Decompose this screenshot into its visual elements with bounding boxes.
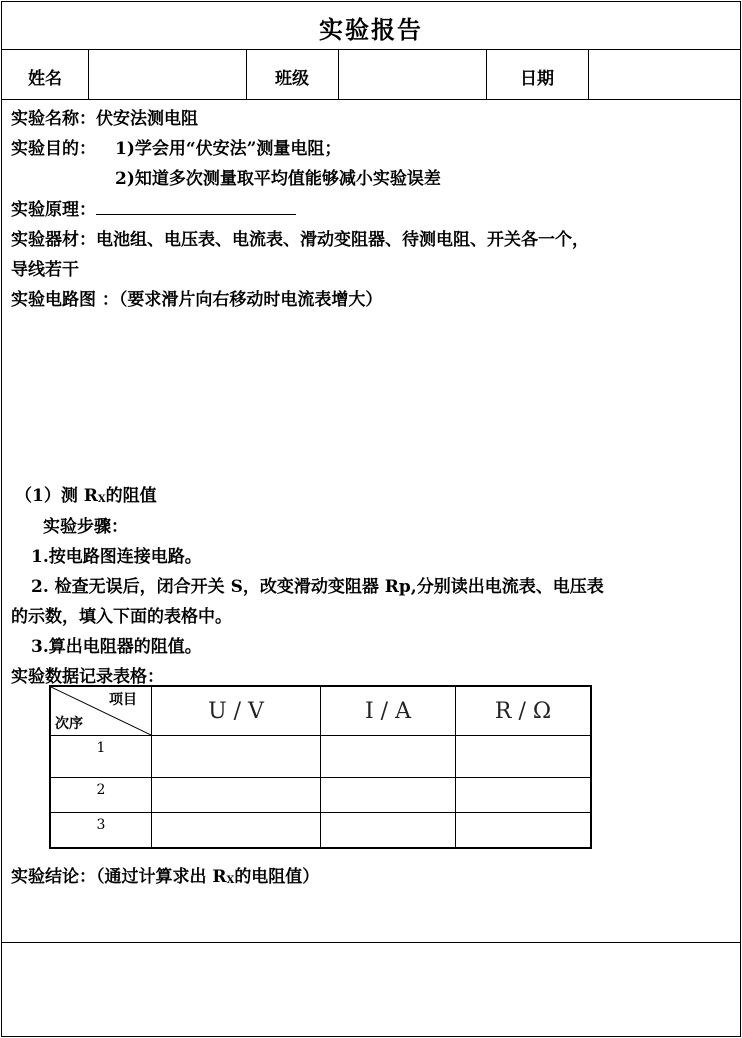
part1-heading-suffix: 的阻值 (105, 486, 157, 506)
table-row (50, 736, 591, 778)
cell-voltage[interactable] (152, 736, 321, 778)
principle-label: 实验原理： (11, 200, 96, 220)
name-field[interactable] (89, 50, 246, 98)
table-row (50, 778, 591, 813)
column-header-voltage: U / V (152, 686, 321, 736)
principle-blank[interactable] (96, 200, 296, 215)
step-2-line-1: 2. 检查无误后，闭合开关 S，改变滑动变阻器 Rp,分别读出电流表、电压表 (31, 577, 604, 597)
principle-row (11, 195, 296, 220)
step-3: 3.算出电阻器的阻值。 (31, 637, 202, 657)
part1-subscript: X (97, 494, 106, 505)
cell-voltage[interactable] (152, 778, 321, 813)
report-frame (1, 1, 741, 1037)
steps-label: 实验步骤： (43, 517, 128, 537)
table-label: 实验数据记录表格： (11, 667, 164, 687)
column-header-current: I / A (321, 686, 456, 736)
cell-current[interactable] (321, 813, 456, 848)
page-title: 实验报告 (319, 15, 423, 44)
experiment-name: 实验名称：伏安法测电阻 (11, 109, 198, 129)
part1-heading (15, 481, 157, 506)
table-corner-cell (50, 686, 152, 736)
table-row (50, 813, 591, 848)
date-field[interactable] (589, 50, 739, 98)
row-number: 1 (50, 736, 152, 778)
column-header-resistance: R / Ω (456, 686, 592, 736)
cell-current[interactable] (321, 736, 456, 778)
cell-resistance[interactable] (456, 778, 592, 813)
divider (2, 99, 740, 100)
class-field[interactable] (339, 50, 486, 98)
cell-resistance[interactable] (456, 813, 592, 848)
name-label: 姓名 (28, 69, 62, 89)
class-label: 班级 (275, 69, 309, 89)
circuit-diagram-area (11, 314, 731, 474)
equipment-line-1: 实验器材：电池组、电压表、电流表、滑动变阻器、待测电阻、开关各一个， (11, 230, 589, 250)
circuit-heading: 实验电路图 ：（要求滑片向右移动时电流表增大） (11, 290, 383, 310)
corner-label-order: 次序 (55, 716, 83, 732)
table-header-row (50, 686, 591, 736)
divider (2, 942, 740, 943)
conclusion-subscript: X (226, 875, 235, 886)
row-number: 2 (50, 778, 152, 813)
step-2-line-2: 的示数，填入下面的表格中。 (11, 607, 232, 627)
purpose-label: 实验目的： (11, 139, 96, 159)
row-number: 3 (50, 813, 152, 848)
date-label: 日期 (520, 69, 554, 89)
cell-voltage[interactable] (152, 813, 321, 848)
conclusion (11, 862, 319, 887)
purpose-item-2: 2)知道多次测量取平均值能够减小实验误差 (115, 169, 441, 189)
purpose-item-1: 1)学会用“伏安法”测量电阻； (115, 139, 342, 159)
part1-heading-text: （1）测 R (15, 486, 98, 506)
conclusion-suffix: 的电阻值） (234, 867, 320, 887)
cell-resistance[interactable] (456, 736, 592, 778)
corner-label-item: 项目 (109, 692, 137, 708)
data-record-table (49, 685, 592, 849)
equipment-line-2: 导线若干 (11, 260, 79, 280)
step-1: 1.按电路图连接电路。 (31, 547, 202, 567)
conclusion-text: 实验结论：（通过计算求出 R (11, 867, 227, 887)
cell-current[interactable] (321, 778, 456, 813)
